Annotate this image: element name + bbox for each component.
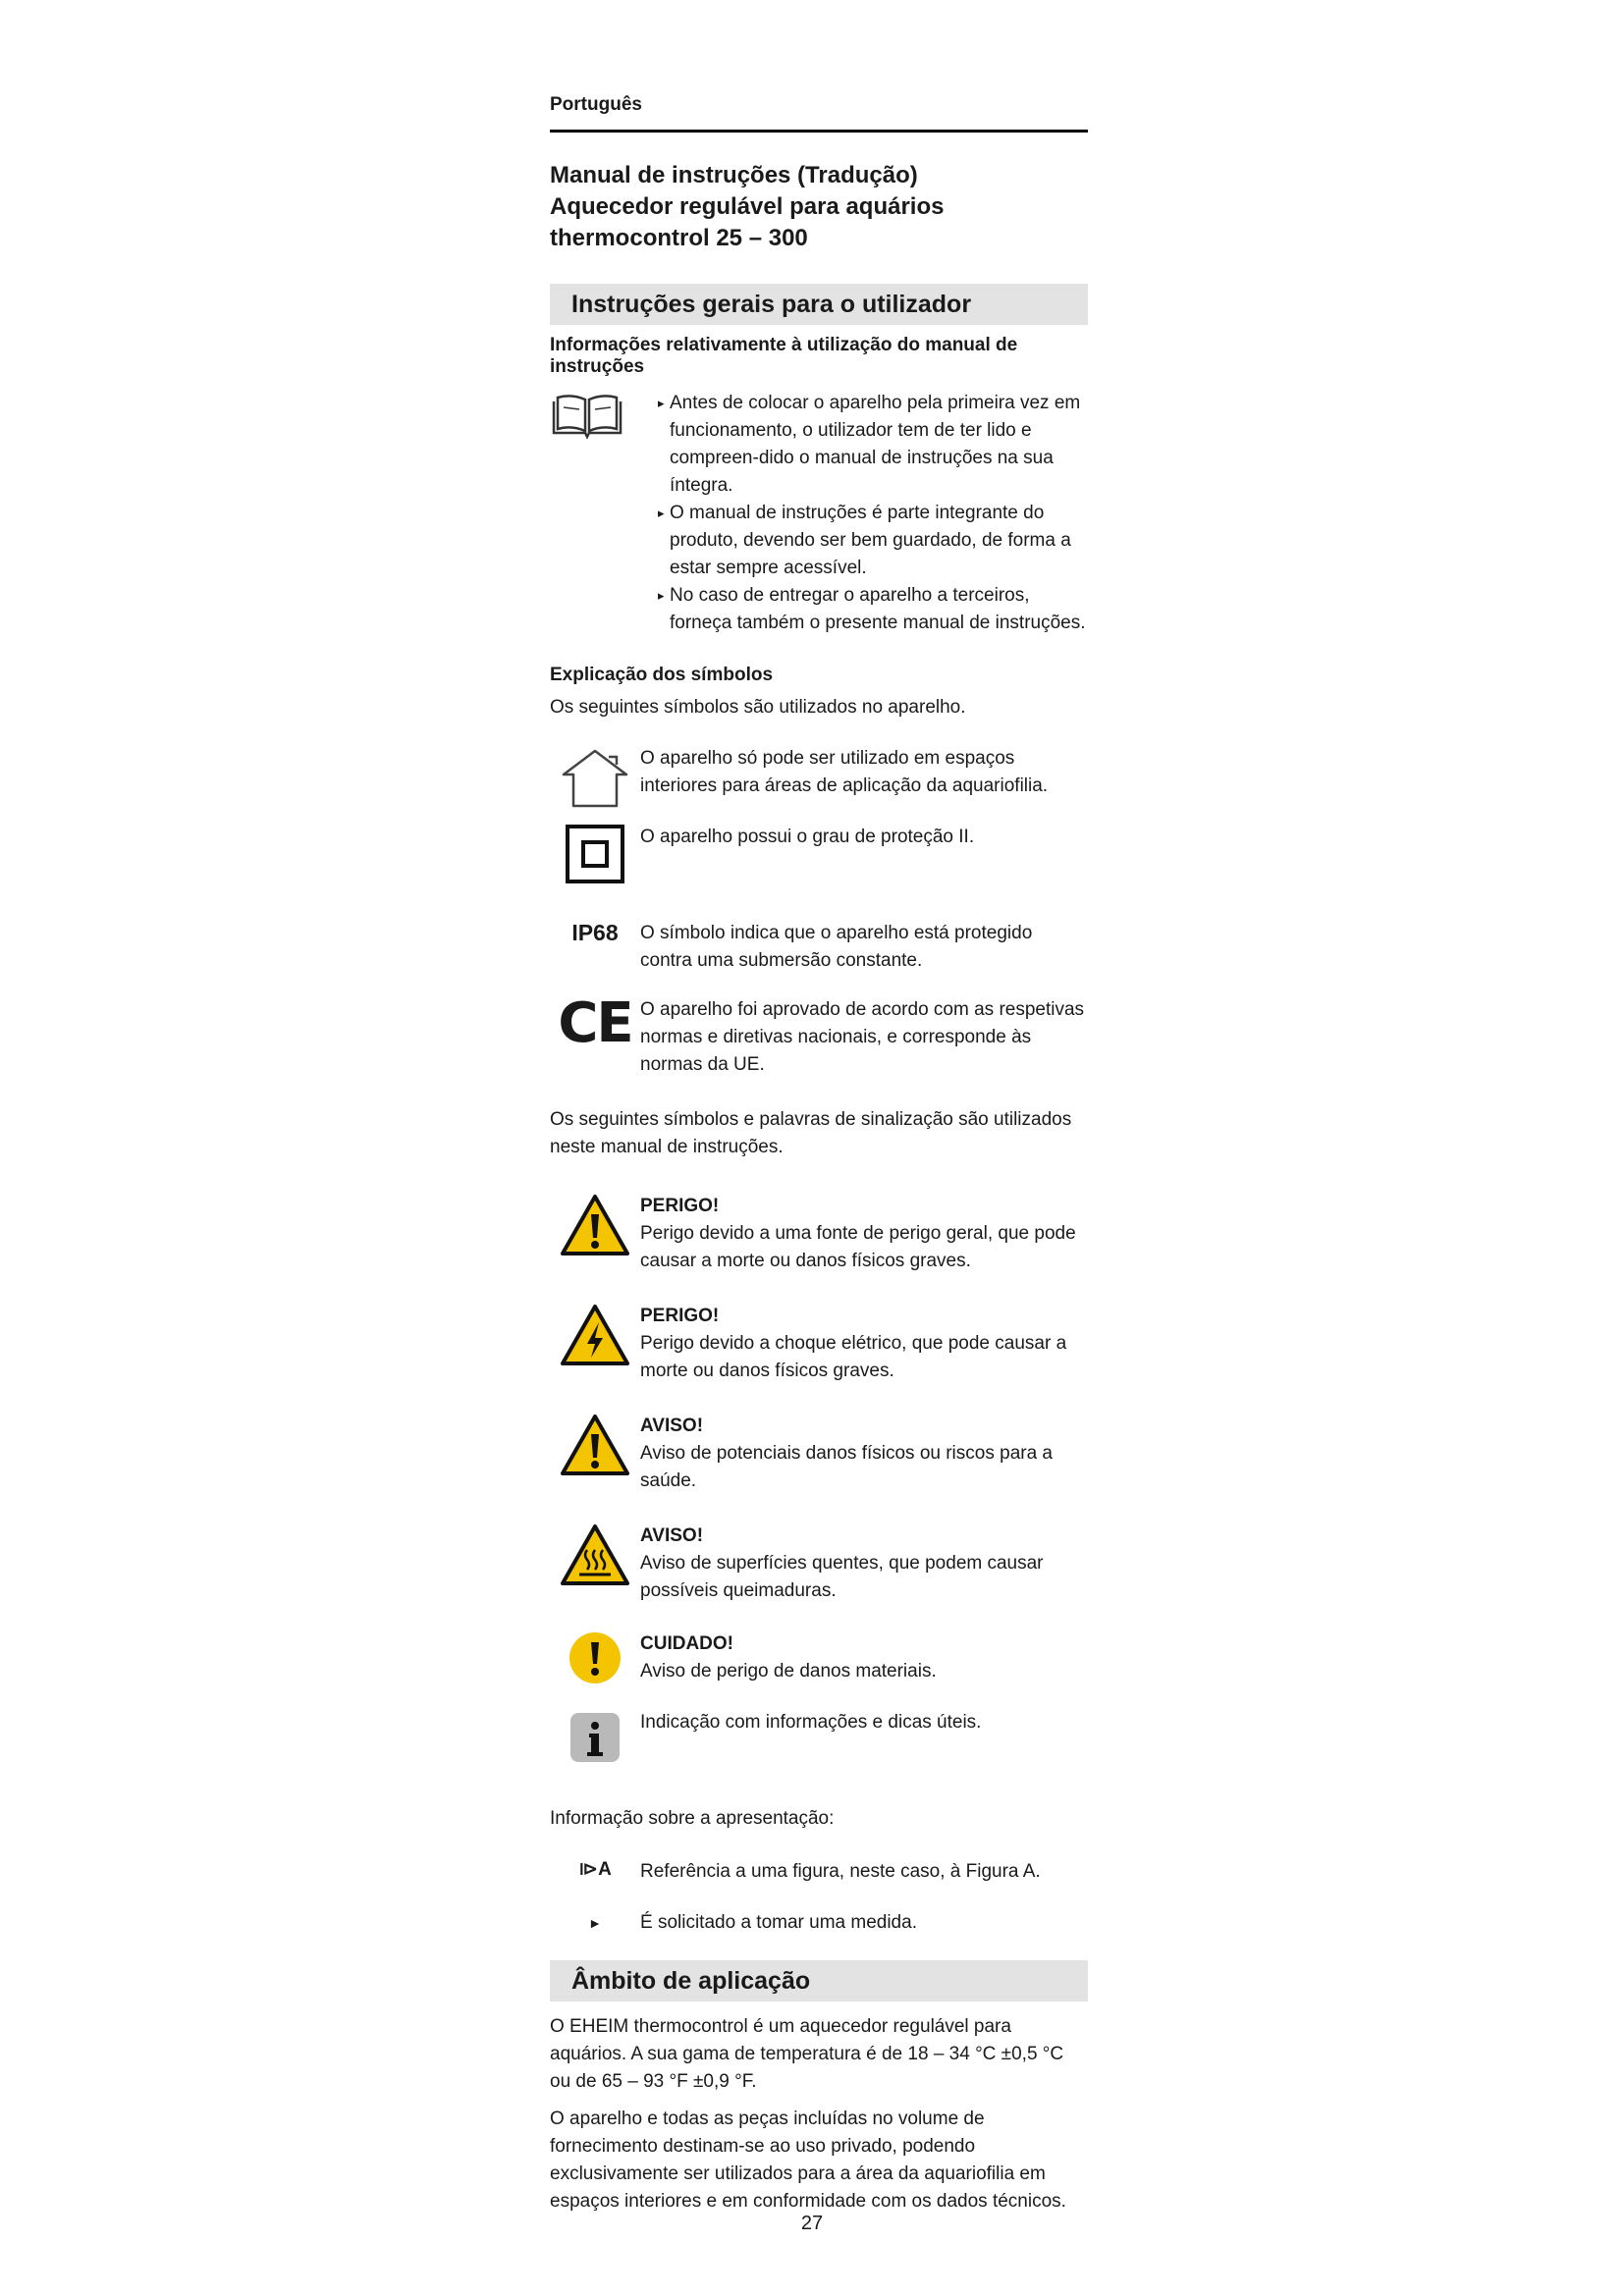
language-label: Português (550, 94, 642, 115)
signal-text: Perigo devido a uma fonte de perigo geral, que pode causar a morte ou danos físicos graves. (640, 1223, 1076, 1271)
signal-row-danger-general (550, 1193, 1088, 1275)
signal-row-warning-hot (550, 1522, 1088, 1605)
signal-word: PERIGO! (640, 1306, 720, 1326)
presentation-row-action (550, 1909, 1088, 1937)
signal-text: Indicação com informações e dicas úteis. (640, 1712, 982, 1733)
bullet-item: ▸ Antes de colocar o aparelho pela primeira vez em funcionamento, o utilizador tem de ter lido e compreen-dido o manual de instruções na sua íntegra. (658, 390, 1088, 500)
title-line: thermocontrol 25 – 300 (550, 225, 808, 251)
figure-reference-marker: ⧐A (578, 1859, 612, 1880)
title-line: Manual de instruções (Tradução) (550, 162, 918, 188)
page-number: 27 (800, 2213, 824, 2234)
symbol-row-indoor (550, 745, 1088, 810)
manual-usage-block (550, 390, 1088, 637)
signal-row-warning-health (550, 1413, 1088, 1495)
title-line: Aquecedor regulável para aquários (550, 193, 945, 220)
signal-row-info (550, 1709, 1088, 1766)
signal-row-danger-electric (550, 1303, 1088, 1385)
book-icon (550, 390, 658, 637)
signal-row-caution (550, 1630, 1088, 1685)
hot-surface-icon (550, 1522, 640, 1587)
manual-title (550, 160, 1088, 254)
signal-word: AVISO! (640, 1415, 704, 1436)
signal-text: Aviso de potenciais danos físicos ou riscos para a saúde. (640, 1443, 1053, 1491)
action-arrow-icon: ► (588, 1915, 602, 1931)
header-rule (550, 130, 1088, 133)
signal-text: Perigo devido a choque elétrico, que pode causar a morte ou danos físicos graves. (640, 1333, 1067, 1381)
caution-circle-icon (550, 1630, 640, 1685)
signal-text: Aviso de superfícies quentes, que podem causar possíveis queimaduras. (640, 1553, 1044, 1601)
symbol-text: O aparelho possui o grau de proteção II. (640, 827, 975, 847)
signal-word: PERIGO! (640, 1196, 720, 1216)
warning-exclamation-icon (550, 1413, 640, 1477)
presentation-text: Referência a uma figura, neste caso, à Figura A. (640, 1861, 1041, 1882)
symbols-subheading: Explicação dos símbolos (550, 665, 774, 685)
usage-subheading: Informações relativamente à utilização do manual de instruções (550, 335, 1018, 377)
section-heading-general: Instruções gerais para o utilizador (550, 284, 1088, 325)
electric-shock-icon (550, 1303, 640, 1367)
presentation-intro: Informação sobre a apresentação: (550, 1808, 835, 1829)
symbol-text: O aparelho só pode ser utilizado em espaços interiores para áreas de aplicação da aquariofilia. (640, 748, 1049, 796)
signal-word: AVISO! (640, 1525, 704, 1546)
section-heading-scope: Âmbito de aplicação (550, 1960, 1088, 2002)
signal-text: Aviso de perigo de danos materiais. (640, 1661, 937, 1682)
symbol-row-ip68 (550, 920, 1088, 975)
info-icon (550, 1709, 640, 1766)
warning-exclamation-icon (550, 1193, 640, 1257)
presentation-row-figure (550, 1858, 1088, 1886)
protection-class-ii-icon (550, 824, 640, 884)
signal-intro: Os seguintes símbolos e palavras de sinalização são utilizados neste manual de instruções. (550, 1109, 1072, 1157)
bullet-item: ▸ O manual de instruções é parte integrante do produto, devendo ser bem guardado, de forma a estar sempre acessível. (658, 500, 1088, 582)
scope-paragraph: O aparelho e todas as peças incluídas no volume de fornecimento destinam-se ao uso privado, podendo exclusivamente ser utilizados para a área da aquariofilia em espaços interiores e em conformidade com os dados técnicos. (550, 2109, 1066, 2212)
ce-mark: CE (558, 991, 632, 1055)
symbol-row-ce (550, 991, 1088, 1079)
usage-bullets (658, 390, 1088, 637)
bullet-item: ▸ No caso de entregar o aparelho a terceiros, forneça também o presente manual de instruções. (658, 582, 1088, 637)
symbol-text: O aparelho foi aprovado de acordo com as respetivas normas e diretivas nacionais, e corresponde às normas da UE. (640, 999, 1085, 1075)
symbol-text: O símbolo indica que o aparelho está protegido contra uma submersão constante. (640, 923, 1033, 971)
signal-word: CUIDADO! (640, 1633, 733, 1654)
house-icon (550, 745, 640, 810)
symbol-row-protection (550, 824, 1088, 884)
scope-paragraph: O EHEIM thermocontrol é um aquecedor regulável para aquários. A sua gama de temperatura é de 18 – 34 °C ±0,5 °C ou de 65 – 93 °F ±0,9 °F. (550, 2016, 1064, 2092)
symbols-intro: Os seguintes símbolos são utilizados no aparelho. (550, 697, 966, 718)
presentation-text: É solicitado a tomar uma medida. (640, 1912, 917, 1933)
manual-page (550, 94, 1088, 2216)
ip68-mark: IP68 (571, 920, 619, 945)
